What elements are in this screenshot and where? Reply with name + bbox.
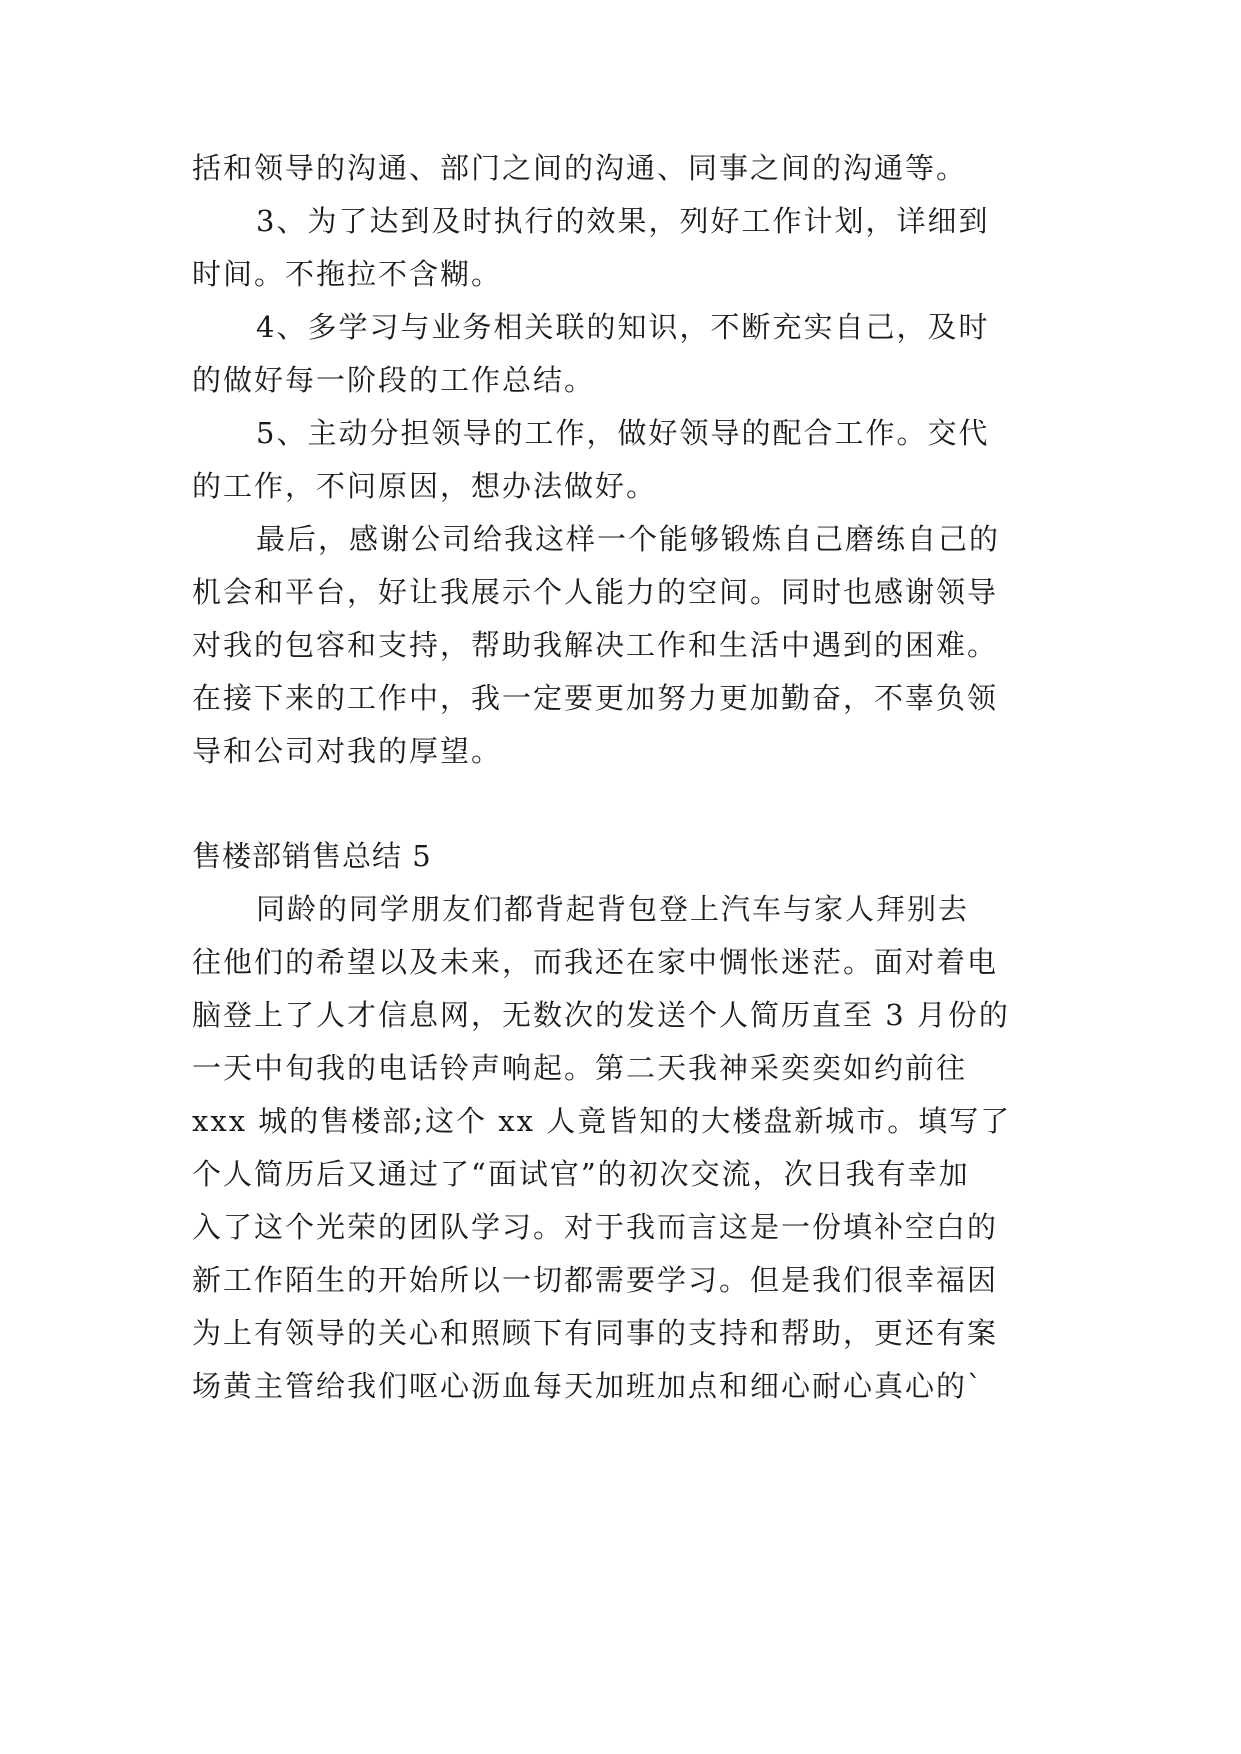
text-line: 最后，感谢公司给我这样一个能够锻炼自己磨练自己的 [256,522,1001,556]
text-line: 机会和平台，好让我展示个人能力的空间。同时也感谢领导 [192,575,999,609]
text-line: 同龄的同学朋友们都背起背包登上汽车与家人拜别去 [256,892,970,926]
text-line: 新工作陌生的开始所以一切都需要学习。但是我们很幸福因 [192,1263,999,1297]
text-line: 个人简历后又通过了“面试官”的初次交流，次日我有幸加 [192,1157,970,1191]
text-line: xxx 城的售楼部;这个 xx 人竟皆知的大楼盘新城市。填写了 [192,1104,1012,1138]
text-line: 对我的包容和支持，帮助我解决工作和生活中遇到的困难。 [192,628,999,662]
text-line: 一天中旬我的电话铃声响起。第二天我神采奕奕如约前往 [192,1051,968,1085]
text-line: 4、多学习与业务相关联的知识，不断充实自己，及时 [256,310,990,344]
text-line: 的做好每一阶段的工作总结。 [192,363,596,397]
text-line: 场黄主管给我们呕心沥血每天加班加点和细心耐心真心的` [192,1369,984,1403]
text-line: 的工作，不问原因，想办法做好。 [192,469,658,503]
section-heading: 售楼部销售总结 5 [192,839,432,873]
text-line: 导和公司对我的厚望。 [192,734,503,768]
text-line: 脑登上了人才信息网，无数次的发送个人简历直至 3 月份的 [192,998,1010,1032]
text-line: 在接下来的工作中，我一定要更加努力更加勤奋，不辜负领 [192,681,999,715]
text-line: 括和领导的沟通、部门之间的沟通、同事之间的沟通等。 [192,151,968,185]
text-line: 5、主动分担领导的工作，做好领导的配合工作。交代 [256,416,990,450]
text-line: 为上有领导的关心和照顾下有同事的支持和帮助，更还有案 [192,1316,999,1350]
text-line: 入了这个光荣的团队学习。对于我而言这是一份填补空白的 [192,1210,999,1244]
text-line: 3、为了达到及时执行的效果，列好工作计划，详细到 [256,204,990,238]
text-line: 时间。不拖拉不含糊。 [192,257,503,291]
text-line: 往他们的希望以及未来，而我还在家中惆怅迷茫。面对着电 [192,945,999,979]
